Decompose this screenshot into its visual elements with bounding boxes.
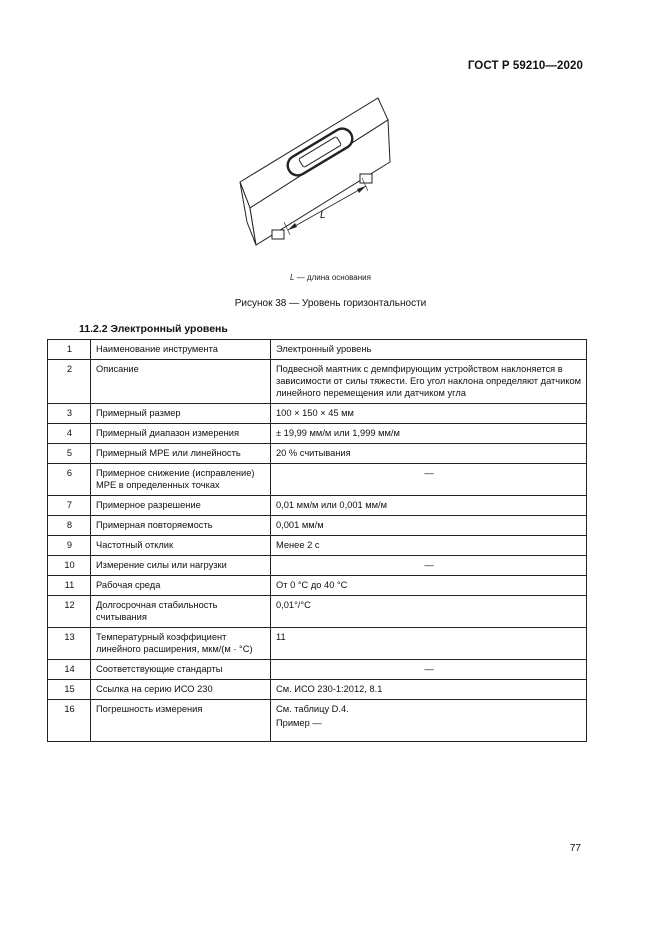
row-value: Менее 2 с (271, 536, 587, 556)
row-name: Ссылка на серию ИСО 230 (91, 680, 271, 700)
row-name: Примерный размер (91, 404, 271, 424)
table-row (48, 360, 587, 404)
document-code: ГОСТ Р 59210—2020 (467, 60, 583, 72)
row-name: Примерная повторяемость (91, 516, 271, 536)
row-number: 15 (48, 680, 91, 700)
row-value-line: См. таблицу D.4. (276, 704, 349, 714)
row-number: 13 (48, 628, 91, 660)
foot-left (272, 230, 284, 239)
row-value: 0,01 мм/м или 0,001 мм/м (271, 496, 587, 516)
row-number: 6 (48, 464, 91, 496)
row-value: — (271, 556, 587, 576)
caption-text: — длина основания (294, 273, 371, 282)
page-number: 77 (569, 843, 581, 854)
table-row (48, 680, 587, 700)
table-row (48, 340, 587, 360)
spec-table (47, 339, 587, 742)
table-row (48, 536, 587, 556)
row-number: 1 (48, 340, 91, 360)
row-value: Электронный уровень (271, 340, 587, 360)
spec-table-body (48, 340, 587, 742)
row-value: От 0 °С до 40 °С (271, 576, 587, 596)
row-name: Примерное снижение (исправление) MPE в определенных точках (91, 464, 271, 496)
table-row (48, 424, 587, 444)
row-value: 20 % считывания (271, 444, 587, 464)
row-name: Примерный MPE или линейность (91, 444, 271, 464)
row-name: Рабочая среда (91, 576, 271, 596)
row-value (271, 700, 587, 742)
level-figure (220, 90, 430, 260)
figure-title: Рисунок 38 — Уровень горизонтальности (234, 298, 427, 309)
table-row (48, 444, 587, 464)
row-number: 9 (48, 536, 91, 556)
row-name: Описание (91, 360, 271, 404)
table-row (48, 404, 587, 424)
row-name: Частотный отклик (91, 536, 271, 556)
caption-variable: L (290, 273, 295, 282)
table-row (48, 596, 587, 628)
row-number: 8 (48, 516, 91, 536)
row-value: 11 (271, 628, 587, 660)
dimension-label: L (320, 210, 326, 221)
row-name: Измерение силы или нагрузки (91, 556, 271, 576)
row-number: 10 (48, 556, 91, 576)
row-value: 100 × 150 × 45 мм (271, 404, 587, 424)
row-number: 5 (48, 444, 91, 464)
table-row (48, 628, 587, 660)
row-number: 12 (48, 596, 91, 628)
row-value: ± 19,99 мм/м или 1,999 мм/м (271, 424, 587, 444)
row-number: 2 (48, 360, 91, 404)
row-value-example: Пример — (276, 718, 322, 728)
row-name: Соответствующие стандарты (91, 660, 271, 680)
row-name: Погрешность измерения (91, 700, 271, 742)
table-row (48, 556, 587, 576)
row-number: 14 (48, 660, 91, 680)
figure-caption (0, 273, 661, 282)
row-value: Подвесной маятник с демпфирующим устройством наклоняется в зависимости от силы тяжести. Его угол наклона определяют датчиком линейного перемещения или датчиком угла (271, 360, 587, 404)
row-name: Примерное разрешение (91, 496, 271, 516)
dimension-arrow-end (357, 186, 366, 193)
row-name: Наименование инструмента (91, 340, 271, 360)
table-row (48, 700, 587, 742)
foot-right (360, 174, 372, 183)
table-row (48, 464, 587, 496)
row-value: 0,001 мм/м (271, 516, 587, 536)
row-value: — (271, 660, 587, 680)
row-number: 16 (48, 700, 91, 742)
row-number: 4 (48, 424, 91, 444)
row-number: 7 (48, 496, 91, 516)
table-row (48, 496, 587, 516)
row-name: Примерный диапазон измерения (91, 424, 271, 444)
section-title: 11.2.2 Электронный уровень (79, 323, 228, 335)
row-value: См. ИСО 230-1:2012, 8.1 (271, 680, 587, 700)
row-number: 3 (48, 404, 91, 424)
row-name: Температурный коэффициент линейного расширения, мкм/(м · °С) (91, 628, 271, 660)
row-value: — (271, 464, 587, 496)
table-row (48, 660, 587, 680)
row-name: Долгосрочная стабильность считывания (91, 596, 271, 628)
table-row (48, 516, 587, 536)
row-value: 0,01°/°С (271, 596, 587, 628)
table-row (48, 576, 587, 596)
row-number: 11 (48, 576, 91, 596)
